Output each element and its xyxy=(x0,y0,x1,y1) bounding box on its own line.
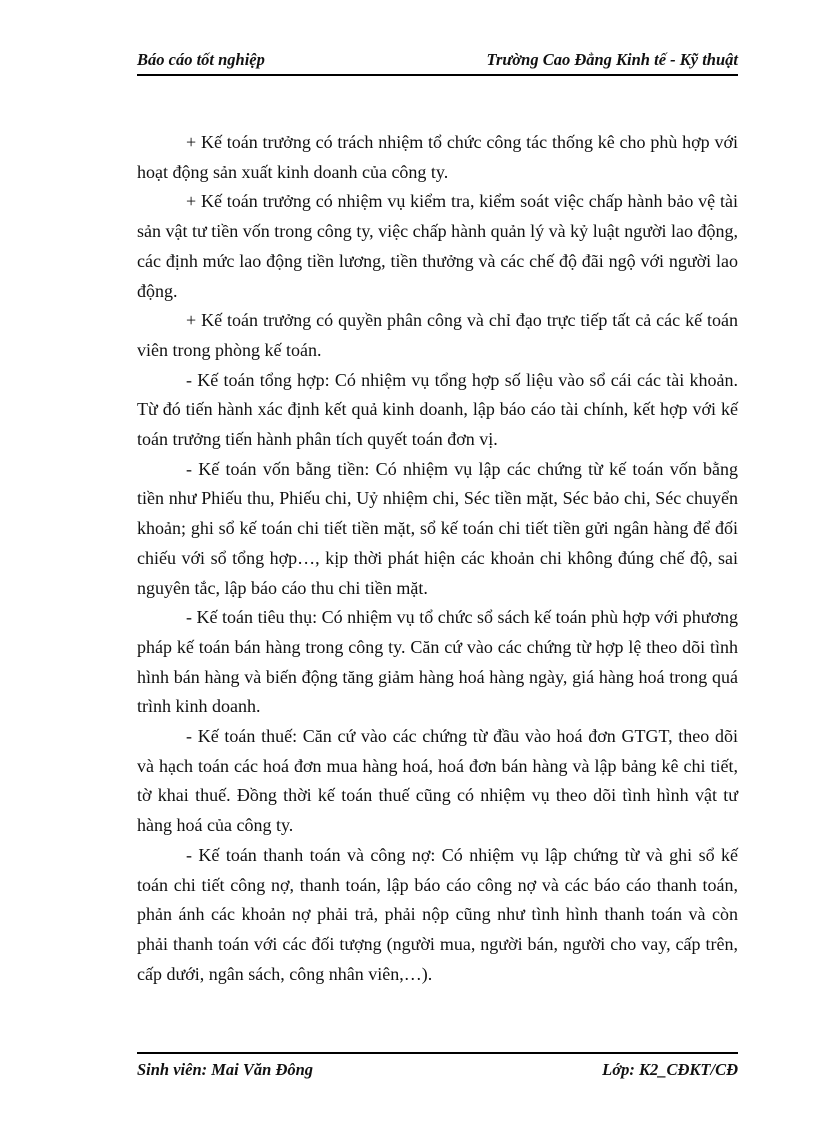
header-report-title: Báo cáo tốt nghiệp xyxy=(137,50,265,69)
page-header xyxy=(137,48,738,76)
paragraph: - Kế toán tổng hợp: Có nhiệm vụ tổng hợp số liệu vào sổ cái các tài khoản. Từ đó tiến hành xác định kết quả kinh doanh, lập báo cáo tài chính, kết hợp với kế toán trưởng tiến hành phân tích quyết toán đơn vị. xyxy=(137,369,738,450)
paragraph: - Kế toán thanh toán và công nợ: Có nhiệm vụ lập chứng từ và ghi sổ kế toán chi tiết công nợ, thanh toán, lập báo cáo công nợ và các báo cáo thanh toán, phản ánh các khoản nợ phải trả, phải nộp cũng như tình hình thanh toán và còn phải thanh toán với các đối tượng (người mua, người bán, người cho vay, cấp trên, cấp dưới, ngân sách, công nhân viên,…). xyxy=(137,844,738,984)
paragraph: + Kế toán trưởng có trách nhiệm tổ chức công tác thống kê cho phù hợp với hoạt động sản xuất kinh doanh của công ty. xyxy=(137,132,738,182)
paragraph: + Kế toán trưởng có nhiệm vụ kiểm tra, kiểm soát việc chấp hành bảo vệ tài sản vật tư tiền vốn trong công ty, việc chấp hành quản lý và kỷ luật người lao động, các định mức lao động tiền lương, tiền thưởng và các chế độ đãi ngộ với người lao động. xyxy=(137,191,738,301)
page-footer xyxy=(137,1052,738,1088)
header-school-name: Trường Cao Đẳng Kinh tế - Kỹ thuật xyxy=(486,50,738,69)
paragraph: - Kế toán tiêu thụ: Có nhiệm vụ tổ chức sổ sách kế toán phù hợp với phương pháp kế toán bán hàng trong công ty. Căn cứ vào các chứng từ hợp lệ theo dõi tình hình bán hàng và biến động tăng giảm hàng hoá hàng ngày, giá hàng hoá trong quá trình kinh doanh. xyxy=(137,607,738,717)
footer-student-name: Sinh viên: Mai Văn Đông xyxy=(137,1060,314,1079)
footer-class-code: Lớp: K2_CĐKT/CĐ xyxy=(602,1060,738,1079)
document-body xyxy=(137,128,738,989)
paragraph: + Kế toán trưởng có quyền phân công và chỉ đạo trực tiếp tất cả các kế toán viên trong phòng kế toán. xyxy=(137,310,738,360)
paragraph: - Kế toán thuế: Căn cứ vào các chứng từ đầu vào hoá đơn GTGT, theo dõi và hạch toán các hoá đơn mua hàng hoá, hoá đơn bán hàng và lập bảng kê chi tiết, tờ khai thuế. Đồng thời kế toán thuế cũng có nhiệm vụ theo dõi tình hình vật tư hàng hoá của công ty. xyxy=(137,726,738,836)
paragraph: - Kế toán vốn bằng tiền: Có nhiệm vụ lập các chứng từ kế toán vốn bằng tiền như Phiếu thu, Phiếu chi, Uỷ nhiệm chi, Séc tiền mặt, Séc bảo chi, Séc chuyển khoản; ghi sổ kế toán chi tiết tiền mặt, sổ kế toán chi tiết tiền gửi ngân hàng để đối chiếu với sổ tổng hợp…, kịp thời phát hiện các khoản chi không đúng chế độ, sai nguyên tắc, lập báo cáo thu chi tiền mặt. xyxy=(137,458,738,598)
